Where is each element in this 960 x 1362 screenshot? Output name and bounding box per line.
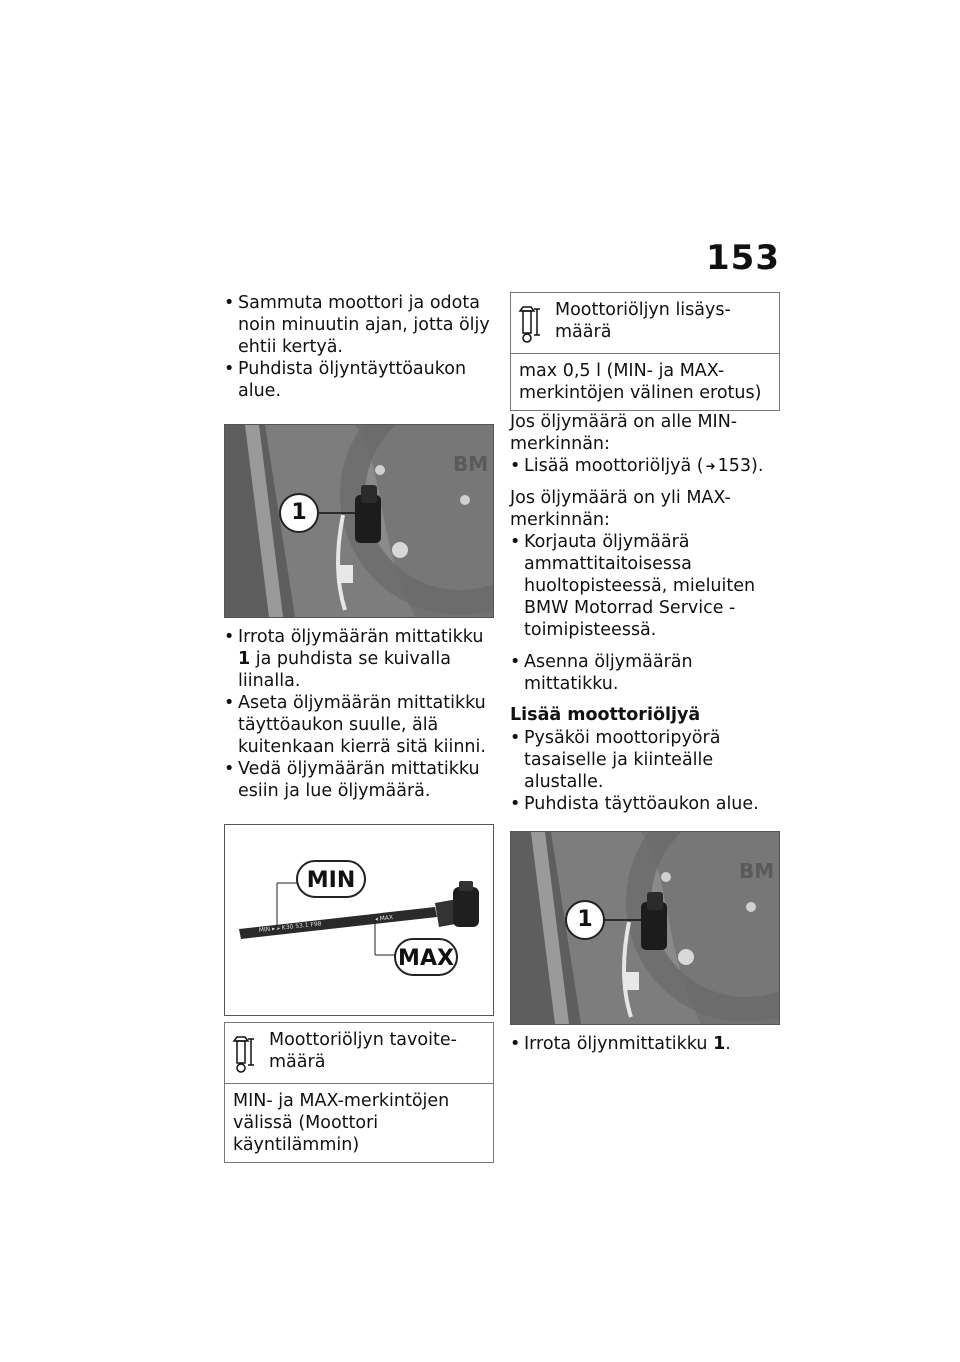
spec-value: MIN- ja MAX-merkintöjen välissä (Moottori käyntilämmin) <box>233 1091 450 1155</box>
spec-title: Moottoriöljyn tavoitemäärä <box>269 1030 457 1072</box>
list-item: • Asenna öljymäärän mittatikku. <box>510 651 780 695</box>
dipstick-figure <box>224 824 494 1016</box>
filler-cap-photo <box>510 831 780 1025</box>
list-item <box>510 455 780 477</box>
step-text: Irrota öljynmittatikku <box>524 1034 714 1054</box>
page-number: 153 <box>706 238 780 278</box>
list-item <box>510 1033 780 1055</box>
top-up-oil-spec <box>510 292 780 411</box>
section-heading: Lisää moottoriöljyä <box>510 705 701 725</box>
top-up-steps <box>510 727 780 815</box>
condition-below-min: Jos öljymäärä on alle MIN-merkinnän: <box>510 412 738 454</box>
spec-title: Moottoriöljyn lisäysmäärä <box>555 300 731 342</box>
left-column <box>224 292 494 1163</box>
spec-header <box>511 293 779 354</box>
max-label: MAX <box>398 946 454 971</box>
intro-steps <box>224 292 494 402</box>
below-min-steps <box>510 455 780 477</box>
dipstick-steps <box>224 626 494 802</box>
list-item: • Vedä öljymäärän mittatikku esiin ja lue öljymäärä. <box>224 758 494 802</box>
svg-text:BM: BM <box>739 859 775 883</box>
list-item: • Puhdista täyttöaukon alue. <box>510 793 780 815</box>
list-item: • Aseta öljymäärän mittatikku täyttöaukon suulle, älä kuitenkaan kierrä sitä kiinni. <box>224 692 494 758</box>
oil-level-icon <box>231 1035 263 1075</box>
right-column <box>510 292 780 1055</box>
step-text: . <box>725 1034 731 1054</box>
callout-number: 1 <box>565 900 605 940</box>
list-item: • Puhdista öljyntäyttöaukon alue. <box>224 358 494 402</box>
page-reference-link[interactable]: 153). <box>717 456 764 476</box>
callout-number: 1 <box>279 493 319 533</box>
callout-ref: 1 <box>713 1034 726 1054</box>
callout-ref: 1 <box>238 649 251 669</box>
spec-header <box>225 1023 493 1084</box>
engine-photo-illustration <box>225 425 493 617</box>
page-reference-arrow-icon: ➜ <box>705 459 716 473</box>
above-max-steps <box>510 531 780 695</box>
svg-text:MIN ▸ ▸ K30 53.1 F98: MIN ▸ ▸ K30 53.1 F98 <box>258 920 322 934</box>
filler-cap-photo <box>224 424 494 618</box>
dipstick-illustration <box>225 825 493 1015</box>
list-item: • Sammuta moottori ja odota noin minuutin ajan, jotta öljy ehtii kertyä. <box>224 292 494 358</box>
list-item <box>224 626 494 692</box>
engine-photo-illustration <box>511 832 779 1024</box>
min-label: MIN <box>306 868 356 893</box>
step-text: ja puhdista se kuivalla liinalla. <box>238 649 451 691</box>
list-item: • Korjauta öljymäärä ammattitaitoisessa huoltopisteessä, mieluiten BMW Motorrad Service -toimipisteessä. <box>510 531 780 641</box>
target-oil-level-spec <box>224 1022 494 1163</box>
condition-above-max: Jos öljymäärä on yli MAX-merkinnän: <box>510 488 731 530</box>
final-steps <box>510 1033 780 1055</box>
svg-text:◂ MAX: ◂ MAX <box>374 914 394 923</box>
oil-level-icon <box>517 305 549 345</box>
svg-text:BM: BM <box>453 452 489 476</box>
step-text: Irrota öljymäärän mittatikku <box>238 627 484 647</box>
spec-value: max 0,5 l (MIN- ja MAX-merkintöjen välinen erotus) <box>519 361 762 403</box>
list-item: • Pysäköi moottoripyörä tasaiselle ja kiinteälle alustalle. <box>510 727 780 793</box>
step-text: Lisää moottoriöljyä ( <box>524 456 704 476</box>
